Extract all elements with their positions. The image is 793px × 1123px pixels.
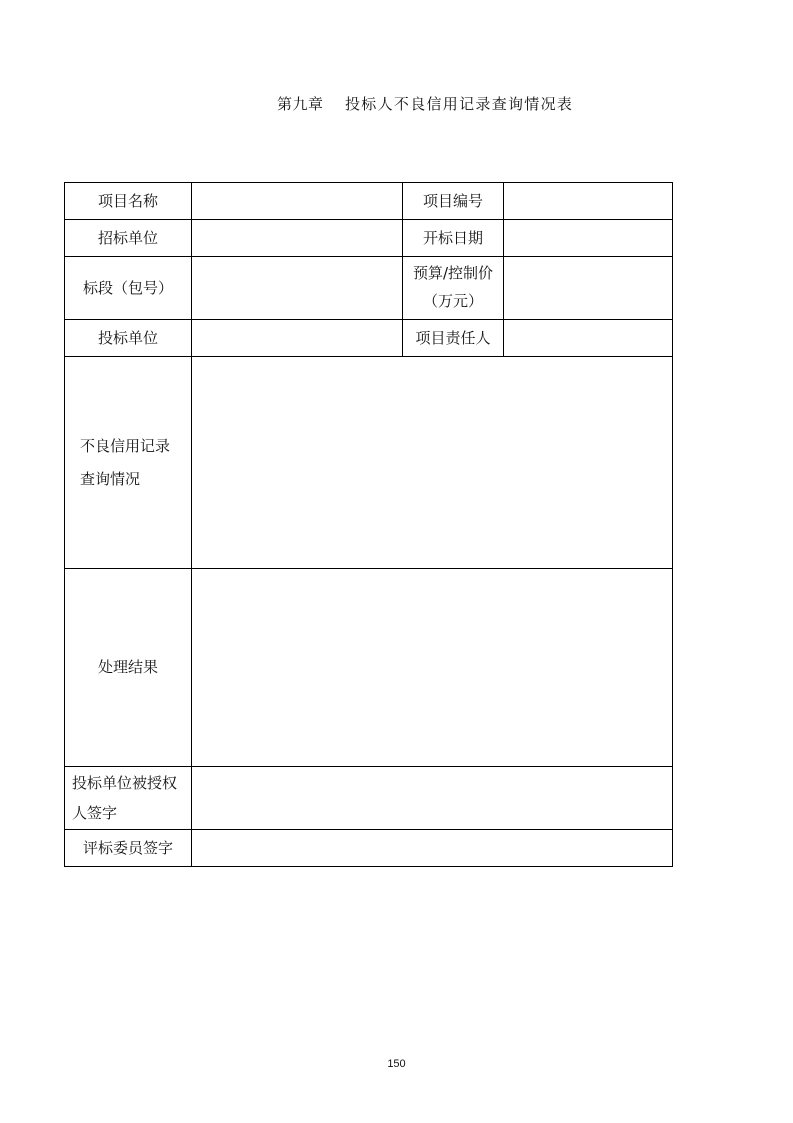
form-title: 投标人不良信用记录查询情况表: [345, 95, 574, 113]
page-number: 150: [387, 1058, 406, 1070]
table-row: [65, 357, 673, 569]
bad-credit-field[interactable]: [192, 357, 673, 569]
project-lead-field[interactable]: [504, 320, 673, 357]
project-lead-label: 项目责任人: [403, 320, 504, 357]
project-name-label: 项目名称: [65, 183, 192, 220]
bad-credit-label: 不良信用记录查询情况: [80, 436, 171, 488]
lot-field[interactable]: [192, 257, 403, 320]
project-name-field[interactable]: [192, 183, 403, 220]
committee-signature-field[interactable]: [192, 830, 673, 867]
bidder-signature-label-cell: [65, 767, 192, 830]
table-row: [65, 257, 673, 320]
bid-opening-date-label: 开标日期: [403, 220, 504, 257]
result-field[interactable]: [192, 569, 673, 767]
budget-label: [403, 257, 504, 320]
bid-opening-date-field[interactable]: [504, 220, 673, 257]
table-row: [65, 830, 673, 867]
tender-unit-label: 招标单位: [65, 220, 192, 257]
chapter-label: 第九章: [277, 95, 324, 113]
table-row: [65, 320, 673, 357]
bidder-signature-field[interactable]: [192, 767, 673, 830]
bidder-signature-label: 投标单位被授权人签字: [72, 773, 178, 822]
lot-label: 标段（包号）: [65, 257, 192, 320]
budget-label-line2: （万元）: [422, 292, 483, 310]
budget-field[interactable]: [504, 257, 673, 320]
bidder-label: 投标单位: [65, 320, 192, 357]
budget-label-text: [413, 259, 493, 315]
bad-credit-label-cell: [65, 357, 192, 569]
project-number-label: 项目编号: [403, 183, 504, 220]
budget-label-line1: 预算/控制价: [412, 264, 494, 282]
committee-signature-label: 评标委员签字: [65, 830, 192, 867]
result-label: 处理结果: [65, 569, 192, 767]
table-row: [65, 767, 673, 830]
tender-unit-field[interactable]: [192, 220, 403, 257]
table-row: [65, 569, 673, 767]
bidder-field[interactable]: [192, 320, 403, 357]
table-row: [65, 183, 673, 220]
table-row: [65, 220, 673, 257]
credit-record-table: [64, 182, 673, 867]
project-number-field[interactable]: [504, 183, 673, 220]
